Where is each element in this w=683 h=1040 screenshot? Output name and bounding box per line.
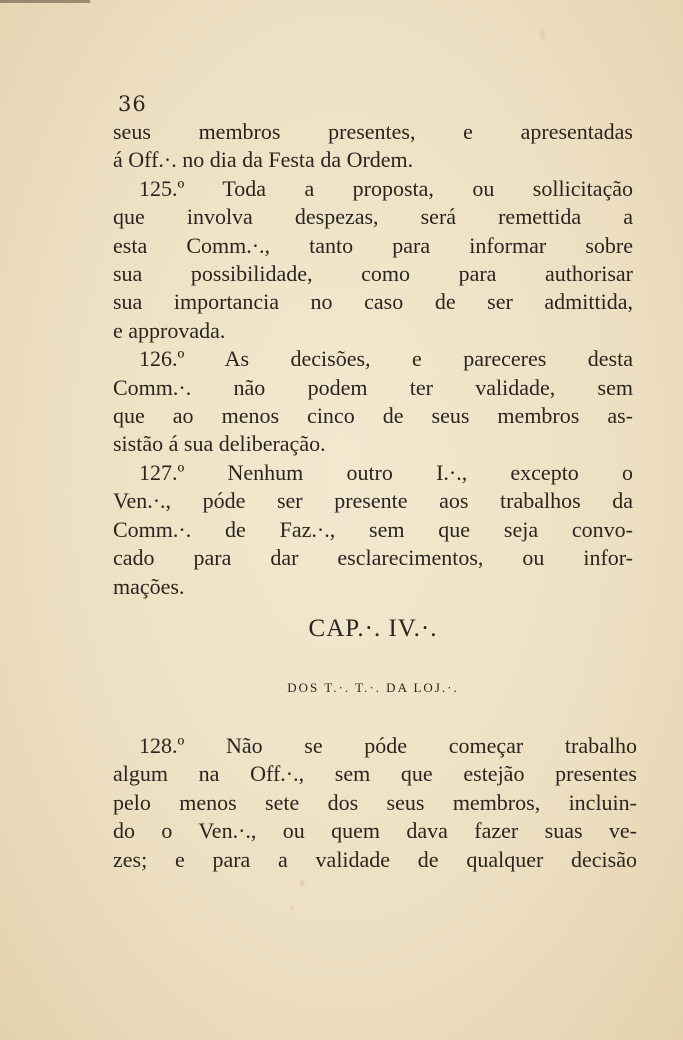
text-line: 126.º As decisões, e pareceres desta <box>139 346 633 372</box>
text-line: cado para dar esclarecimentos, ou infor- <box>113 545 633 571</box>
text-line: sistão á sua deliberação. <box>113 431 326 457</box>
text-line: que involva despezas, será remettida a <box>113 204 633 230</box>
text-line: 125.º Toda a proposta, ou sollicitação <box>139 175 633 201</box>
paper-stain <box>300 880 305 887</box>
body-text-top <box>113 118 633 601</box>
body-text-bottom <box>113 732 637 874</box>
text-line: 127.º Nenhum outro I.·., excepto o <box>139 459 633 485</box>
text-line: pelo menos sete dos seus membros, incluin- <box>113 789 637 815</box>
text-line: Comm.·. de Faz.·., sem que seja convo- <box>113 516 633 542</box>
chapter-heading: CAP.·. IV.·. <box>308 615 438 642</box>
text-line: sua possibilidade, como para authorisar <box>113 261 633 287</box>
text-line: Comm.·. não podem ter validade, sem <box>113 374 633 400</box>
text-line: á Off.·. no dia da Festa da Ordem. <box>113 147 414 173</box>
text-line: Ven.·., póde ser presente aos trabalhos da <box>113 488 633 514</box>
text-line: do o Ven.·., ou quem dava fazer suas ve- <box>113 818 637 844</box>
page-number: 36 <box>118 92 147 116</box>
text-line: zes; e para a validade de qualquer decisão <box>113 846 637 872</box>
text-line: algum na Off.·., sem que estejão presentes <box>113 761 637 787</box>
top-rule <box>0 0 90 3</box>
paper-stain <box>540 30 546 40</box>
text-line: sua importancia no caso de ser admittida, <box>113 289 633 315</box>
text-line: mações. <box>113 573 185 599</box>
section-heading: DOS T.·. T.·. DA LOJ.·. <box>287 680 459 695</box>
text-line: e approvada. <box>113 317 226 343</box>
text-line: seus membros presentes, e apresentadas <box>113 119 633 144</box>
text-line: 128.º Não se póde começar trabalho <box>139 733 637 758</box>
paper-stain <box>290 905 294 910</box>
text-line: que ao menos cinco de seus membros as- <box>113 403 633 429</box>
text-line: esta Comm.·., tanto para informar sobre <box>113 232 633 258</box>
